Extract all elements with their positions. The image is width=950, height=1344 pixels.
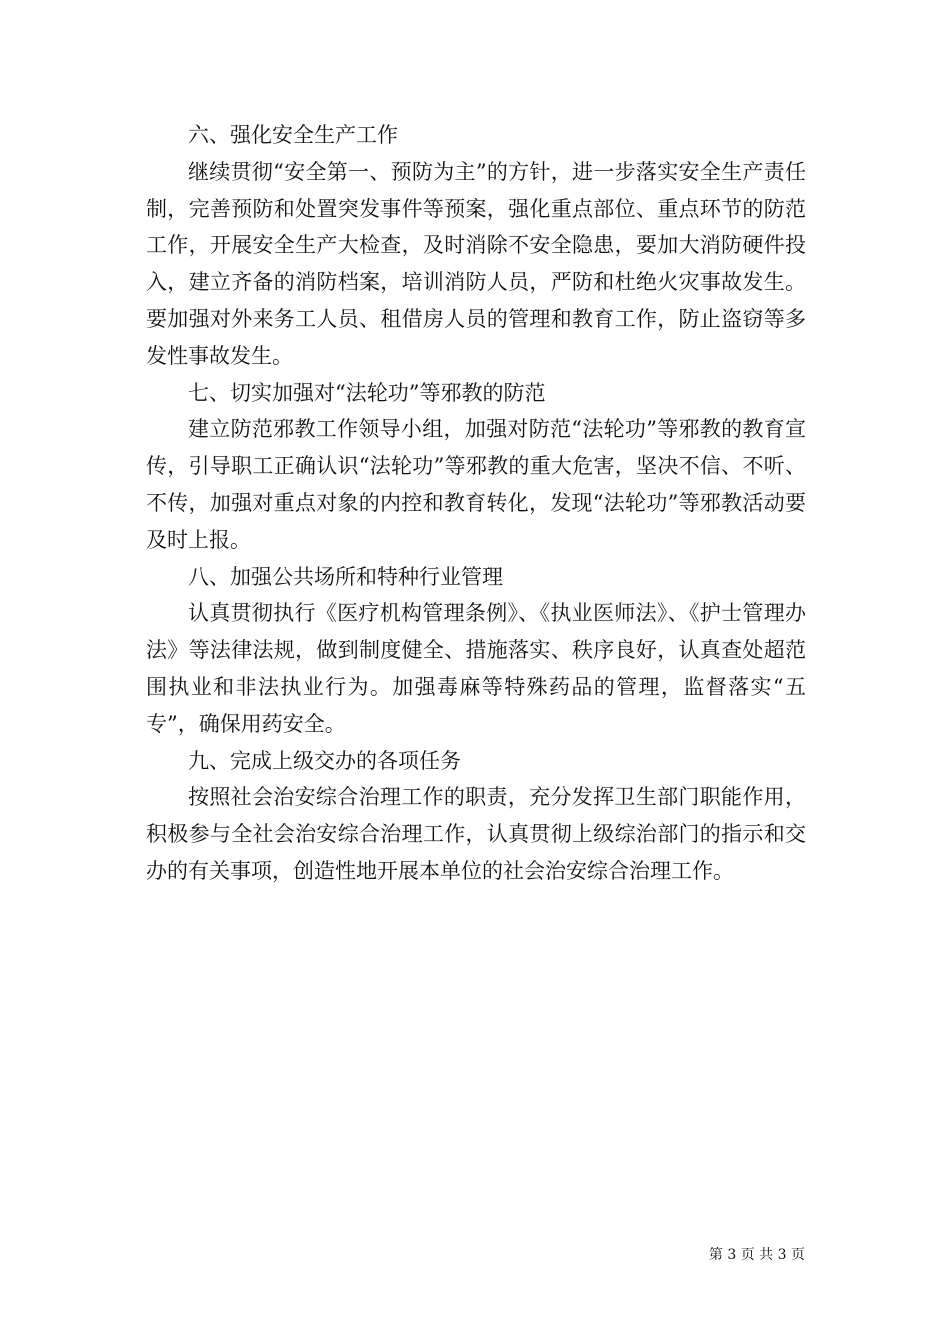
section-body-6: 继续贯彻“安全第一、预防为主”的方针，进一步落实安全生产责任制，完善预防和处置突发事件等预案，强化重点部位、重点环节的防范工作，开展安全生产大检查，及时消除不安全隐患，要加大消防硬件投入，建立齐备的消防档案，培训消防人员，严防和杜绝火灾事故发生。要加强对外来务工人员、租借房人员的管理和教育工作，防止盗窃等多发性事故发生。 bbox=[146, 159, 806, 368]
section-heading-8: 八、加强公共场所和特种行业管理 bbox=[188, 564, 503, 589]
section-body-9: 按照社会治安综合治理工作的职责，充分发挥卫生部门职能作用，积极参与全社会治安综合治理工作，认真贯彻上级综治部门的指示和交办的有关事项，创造性地开展本单位的社会治安综合治理工作。 bbox=[146, 785, 806, 883]
section-body-8: 认真贯彻执行《医疗机构管理条例》、《执业医师法》、《护士管理办法》等法律法规，做到制度健全、措施落实、秩序良好，认真查处超范围执业和非法执业行为。加强毒麻等特殊药品的管理，监督落实“五专”，确保用药安全。 bbox=[146, 601, 806, 736]
section-heading-9: 九、完成上级交办的各项任务 bbox=[188, 748, 461, 773]
section-body-7: 建立防范邪教工作领导小组，加强对防范“法轮功”等邪教的教育宣传，引导职工正确认识“法轮功”等邪教的重大危害，坚决不信、不听、不传，加强对重点对象的内控和教育转化，发现“法轮功”等邪教活动要及时上报。 bbox=[146, 417, 806, 552]
section-heading-6: 六、强化安全生产工作 bbox=[188, 123, 398, 147]
page-number: 第 3 页 共 3 页 bbox=[708, 1247, 805, 1263]
section-heading-7: 七、切实加强对“法轮功”等邪教的防范 bbox=[188, 380, 546, 405]
document-body bbox=[146, 117, 806, 890]
